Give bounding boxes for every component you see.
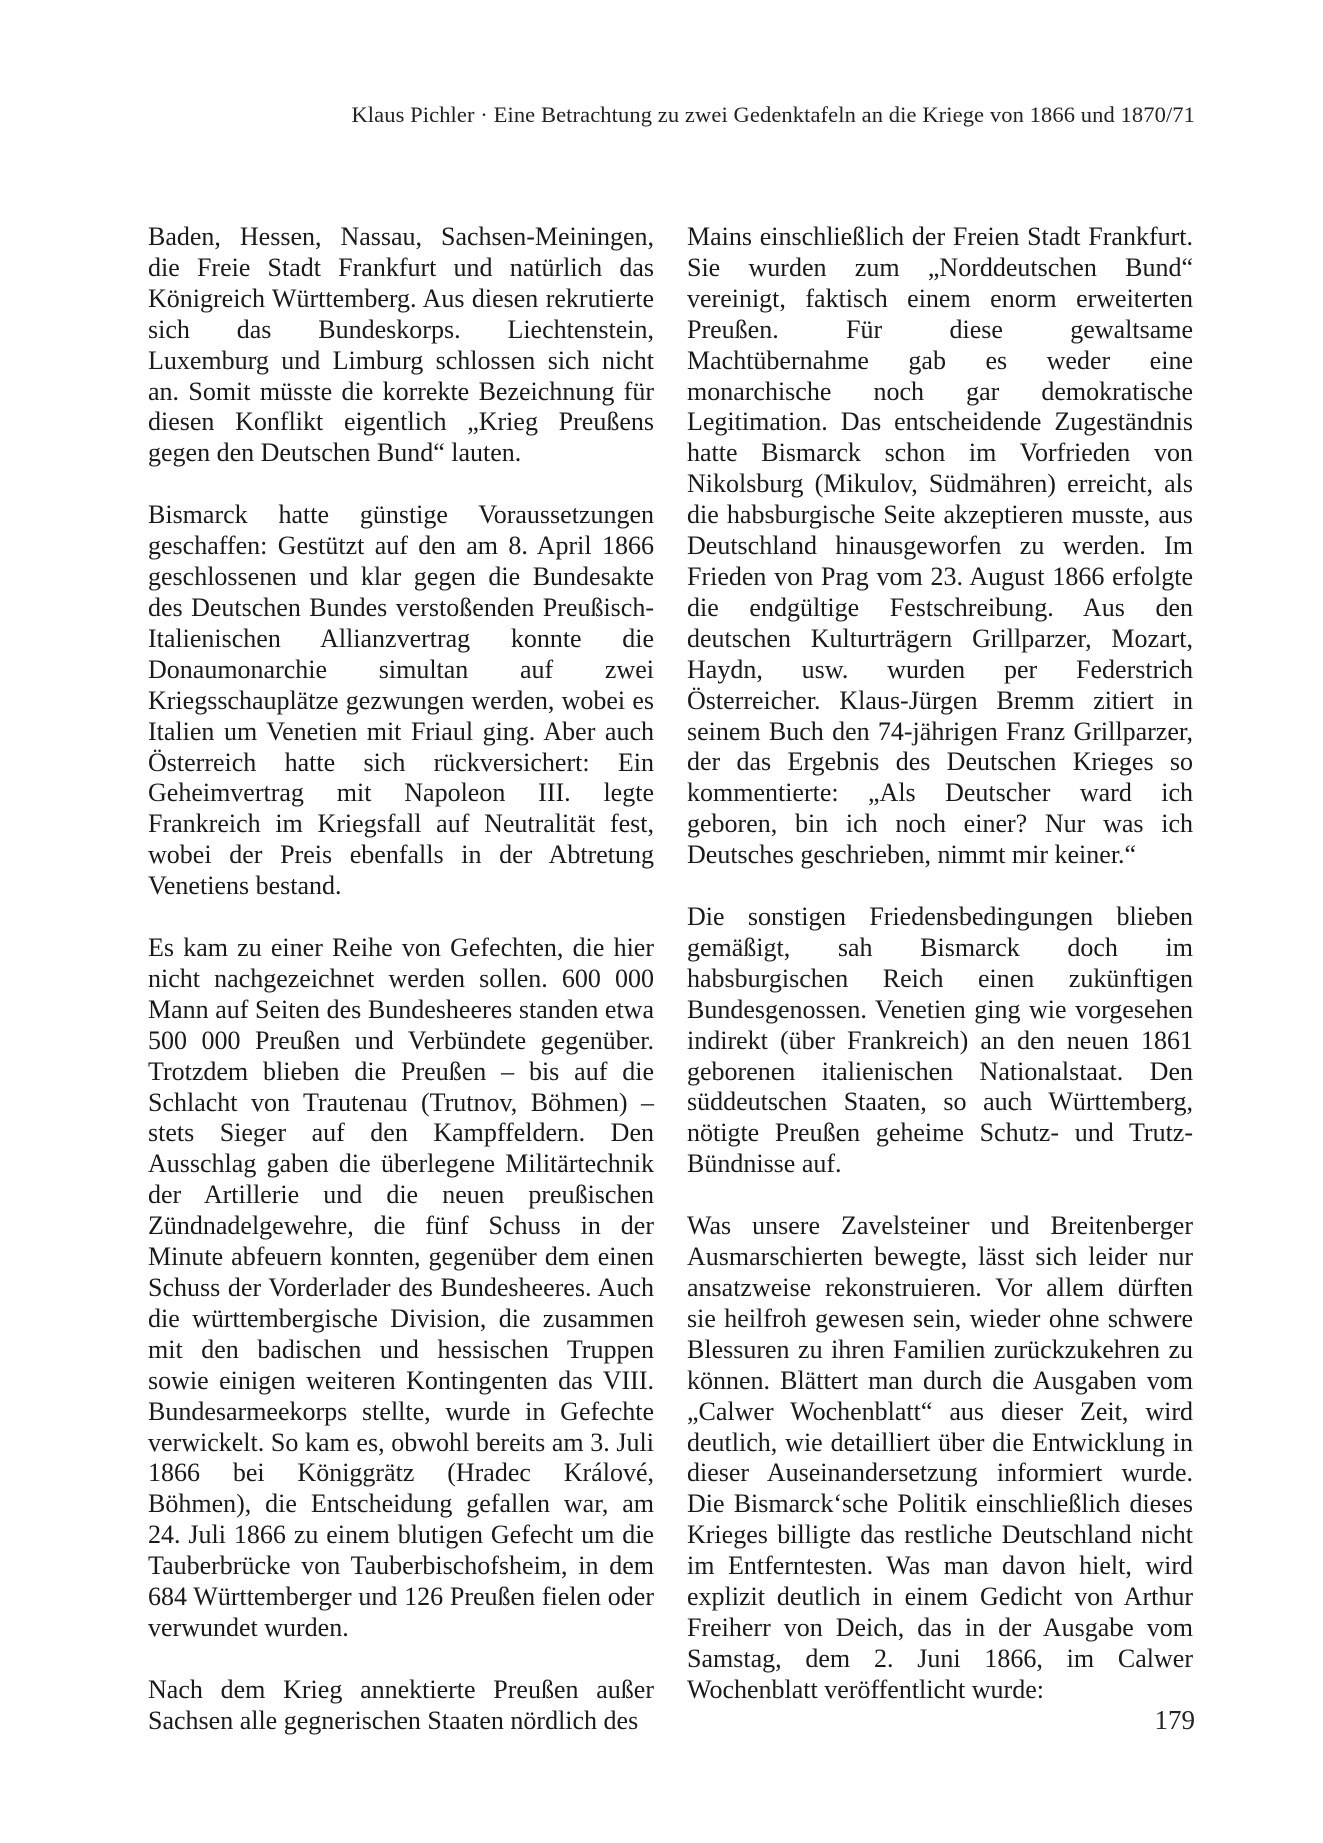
paragraph: Baden, Hessen, Nassau, Sachsen-Meiningen, die Freie Stadt Frankfurt und natürlich das Königreich Württemberg. Aus diesen rekrutierte sich das Bundeskorps. Liechtenstein, Luxemburg und Limburg schlossen sich nicht an. Somit müsste die korrekte Bezeichnung für diesen Konflikt eigentlich „Krieg Preußens gegen den Deutschen Bund“ lauten. <box>148 222 654 468</box>
paragraph: Bismarck hatte günstige Voraussetzungen geschaffen: Gestützt auf den am 8. April 1866 geschlossenen und klar gegen die Bundesakte des Deutschen Bundes verstoßenden Preußisch-Italienischen Allianzvertrag konnte die Donaumonarchie simultan auf zwei Kriegsschauplätze gezwungen werden, wobei es Italien um Venetien mit Friaul ging. Aber auch Österreich hatte sich rückversichert: Ein Geheimvertrag mit Napoleon III. legte Frankreich im Kriegsfall auf Neutralität fest, wobei der Preis ebenfalls in der Abtretung Venetiens bestand. <box>148 500 654 901</box>
running-head: Klaus Pichler · Eine Betrachtung zu zwei Gedenktafeln an die Kriege von 1866 und 1870/71 <box>351 102 1195 127</box>
paragraph: Nach dem Krieg annektierte Preußen außer Sachsen alle gegnerischen Staaten nördlich des <box>148 1674 654 1735</box>
paragraph: Es kam zu einer Reihe von Gefechten, die hier nicht nachgezeichnet werden sollen. 600 000 Mann auf Seiten des Bundesheeres standen etwa 500 000 Preußen und Verbündete gegenüber. Trotzdem blieben die Preußen – bis auf die Schlacht von Trautenau (Trutnov, Böhmen) – stets Sieger auf den Kampffeldern. Den Ausschlag gaben die überlegene Militärtechnik der Artillerie und die neuen preußischen Zündnadelgewehre, die fünf Schuss in der Minute abfeuern konnten, gegenüber dem einen Schuss der Vorderlader des Bundesheeres. Auch die württembergische Division, die zusammen mit den badischen und hessischen Truppen sowie einigen weiteren Kontingenten das VIII. Bundesarmeekorps stellte, wurde in Gefechte verwickelt. So kam es, obwohl bereits am 3. Juli 1866 bei Königgrätz (Hradec Králové, Böhmen), die Entscheidung gefallen war, am 24. Juli 1866 zu einem blutigen Gefecht um die Tauberbrücke von Tauberbischofsheim, in dem 684 Württemberger und 126 Preußen fielen oder verwundet wurden. <box>148 933 654 1642</box>
left-column <box>148 222 654 1737</box>
page-number: 179 <box>1154 1705 1195 1735</box>
paragraph: Die sonstigen Friedensbedingungen blieben gemäßigt, sah Bismarck doch im habsburgischen Reich einen zukünftigen Bundesgenossen. Venetien ging wie vorgesehen indirekt (über Frankreich) an den neuen 1861 geborenen italienischen Nationalstaat. Den süddeutschen Staaten, so auch Württemberg, nötigte Preußen geheime Schutz- und Trutz-Bündnisse auf. <box>687 902 1193 1179</box>
paragraph: Was unsere Zavelsteiner und Breitenberger Ausmarschierten bewegte, lässt sich leider nur ansatzweise rekonstruieren. Vor allem dürften sie heilfroh gewesen sein, wieder ohne schwere Blessuren zu ihren Familien zurückzukehren zu können. Blättert man durch die Ausgaben vom „Calwer Wochenblatt“ aus dieser Zeit, wird deutlich, wie detailliert über die Entwicklung in dieser Auseinandersetzung informiert wurde. Die Bismarck‘sche Politik einschließlich dieses Krieges billigte das restliche Deutschland nicht im Entferntesten. Was man davon hielt, wird explizit deutlich in einem Gedicht von Arthur Freiherr von Deich, das in der Ausgabe vom Samstag, dem 2. Juni 1866, im Calwer Wochenblatt veröffentlicht wurde: <box>687 1211 1193 1704</box>
right-column <box>687 222 1193 1706</box>
paragraph: Mains einschließlich der Freien Stadt Frankfurt. Sie wurden zum „Norddeutschen Bund“ vereinigt, faktisch einem enorm erweiterten Preußen. Für diese gewaltsame Machtübernahme gab es weder eine monarchische noch gar demokratische Legitimation. Das entscheidende Zugeständnis hatte Bismarck schon im Vorfrieden von Nikolsburg (Mikulov, Südmähren) erreicht, als die habsburgische Seite akzeptieren musste, aus Deutschland hinausgeworfen zu werden. Im Frieden von Prag vom 23. August 1866 erfolgte die endgültige Festschreibung. Aus den deutschen Kulturträgern Grillparzer, Mozart, Haydn, usw. wurden per Federstrich Österreicher. Klaus-Jürgen Bremm zitiert in seinem Buch den 74-jährigen Franz Grillparzer, der das Ergebnis des Deutschen Krieges so kommentierte: „Als Deutscher ward ich geboren, bin ich noch einer? Nur was ich Deutsches geschrieben, nimmt mir keiner.“ <box>687 222 1193 870</box>
